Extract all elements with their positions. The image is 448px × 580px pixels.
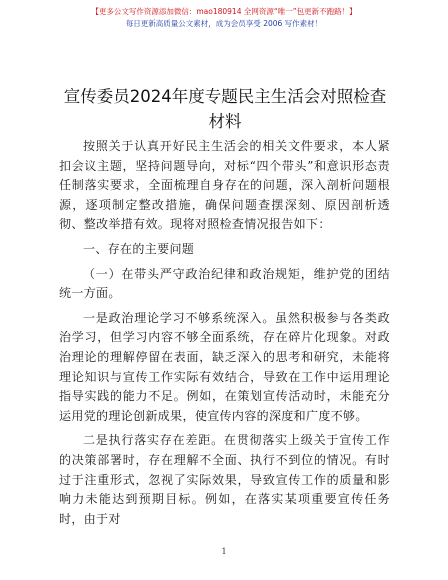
section-heading: 一、存在的主要问题 (83, 241, 195, 256)
banner-line-2: 每日更新高质量公文素材，成为会员享受 2006 写作素材！ (125, 19, 323, 28)
document-body (59, 137, 390, 534)
intro-paragraph: 按照关于认真开好民主生活会的相关文件要求，本人紧扣会议主题，坚持问题导向，对标“四个带头”和意识形态责任制落实要求，全面梳理自身存在的问题，深入剖析问题根源，逐项制定整改措施，确保问题查摆深刻、原因剖析透彻、整改举措有效。现将对照检查情况报告如下： (59, 139, 390, 232)
subsection-heading: （一）在带头严守政治纪律和政治规矩，维护党的团结统一方面。 (59, 266, 390, 301)
body-paragraph: 一是政治理论学习不够系统深入。虽然积极参与各类政治学习，但学习内容不够全面系统，存在碎片化现象。对政治理论的理解停留在表面，缺乏深入的思考和研究，未能将理论知识与宣传工作实际有效结合，导致在工作中运用理论指导实践的能力不足。例如，在策划宣传活动时，未能充分运用党的理论创新成果，使宣传内容的深度和广度不够。 (59, 310, 390, 423)
document-title: 宣传委员2024年度专题民主生活会对照检查材料 (63, 87, 387, 131)
banner-line-1: 【更多公文写作资源添加微信：mao180914 全网资源“唯一”包更新不跑路！】 (91, 7, 357, 16)
body-paragraph: 二是执行落实存在差距。在贯彻落实上级关于宣传工作的决策部署时，存在理解不全面、执行不到位的情况。有时过于注重形式，忽视了实际效果，导致宣传工作的质量和影响力未能达到预期目标。例如，在落实某项重要宣传任务时，由于对 (59, 433, 390, 526)
promo-banner (0, 6, 448, 30)
page-number: 1 (221, 547, 227, 556)
